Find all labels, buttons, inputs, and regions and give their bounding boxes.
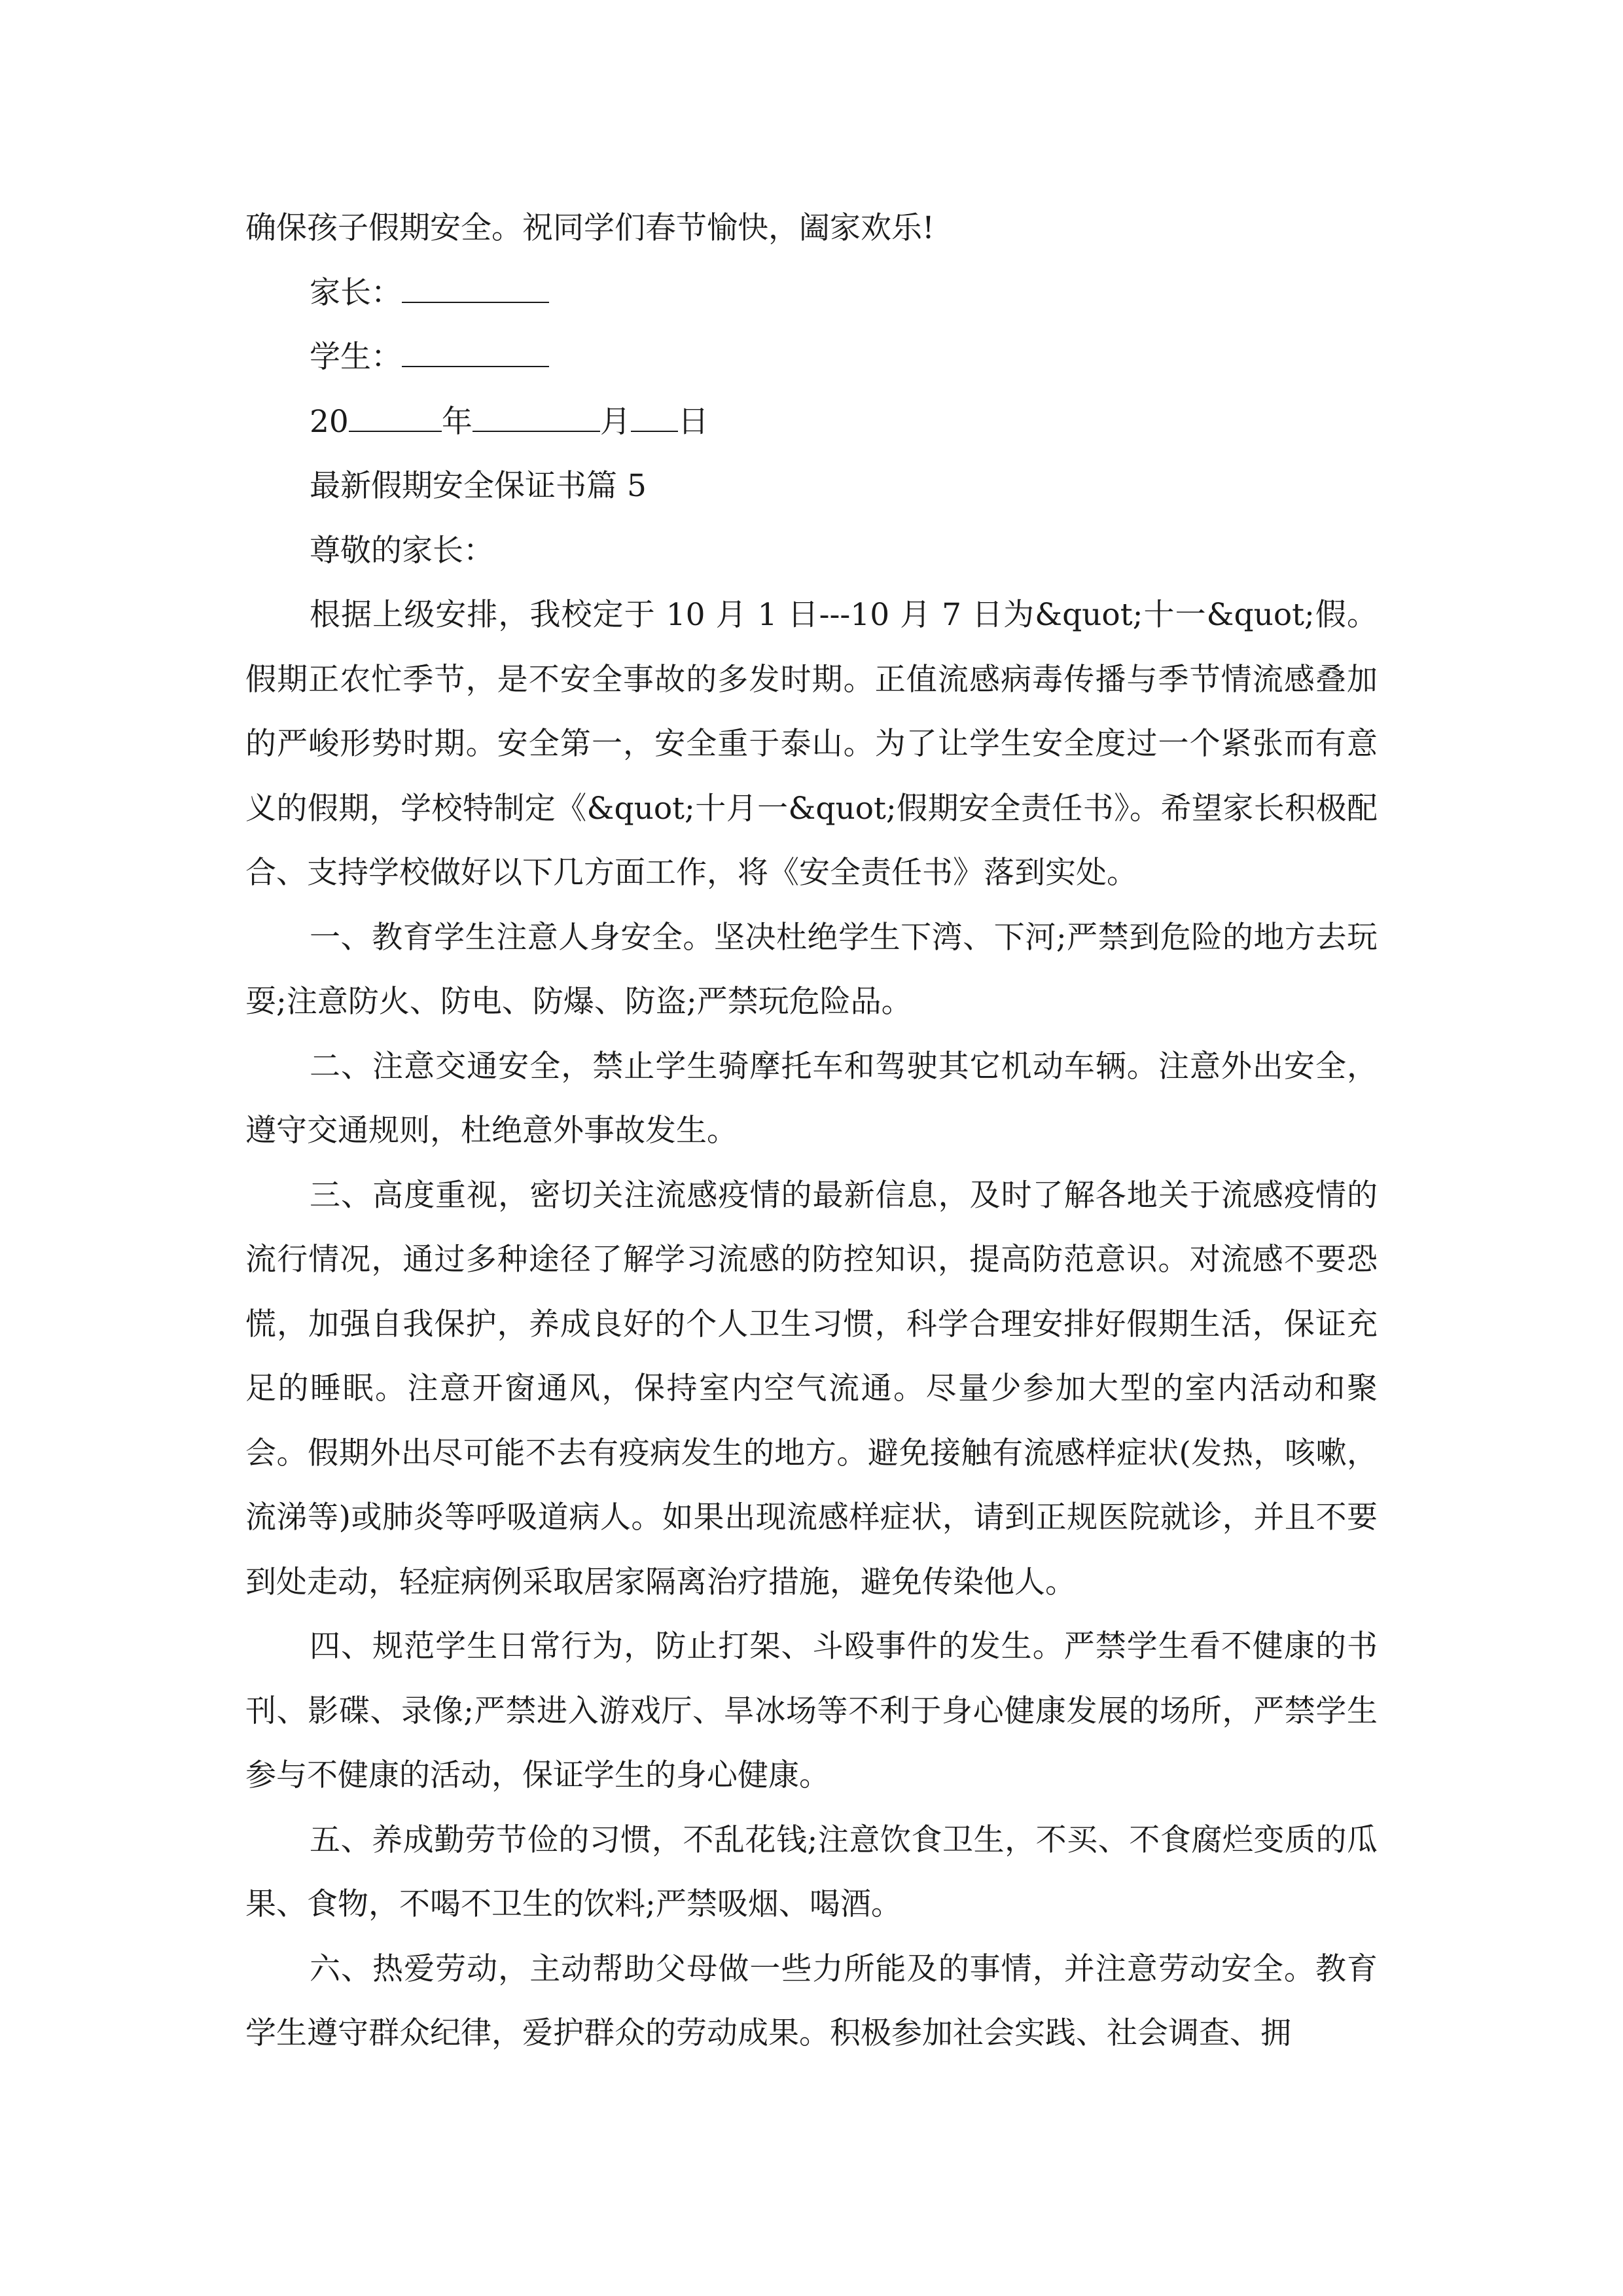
year-label: 年 xyxy=(441,403,473,440)
day-label: 日 xyxy=(677,403,709,440)
body-paragraph: 五、养成勤劳节俭的习惯，不乱花钱;注意饮食卫生，不买、不食腐烂变质的瓜果、食物，不喝不卫生的饮料;严禁吸烟、喝酒。 xyxy=(245,1821,1378,1922)
parent-label: 家长： xyxy=(310,274,402,311)
body-paragraph: 二、注意交通安全，禁止学生骑摩托车和驾驶其它机动车辆。注意外出安全，遵守交通规则，杜绝意外事故发生。 xyxy=(245,1048,1378,1149)
date-line xyxy=(245,390,1378,455)
body-paragraph: 一、教育学生注意人身安全。坚决杜绝学生下湾、下河;严禁到危险的地方去玩耍;注意防火、防电、防爆、防盗;严禁玩危险品。 xyxy=(245,919,1378,1020)
opening-line: 确保孩子假期安全。祝同学们春节愉快，阖家欢乐! xyxy=(245,210,935,246)
month-blank[interactable] xyxy=(473,401,600,432)
year-blank[interactable] xyxy=(349,401,442,432)
body-paragraph: 六、热爱劳动，主动帮助父母做一些力所能及的事情，并注意劳动安全。教育学生遵守群众纪律，爱护群众的劳动成果。积极参加社会实践、社会调查、拥 xyxy=(245,1950,1378,2051)
student-signature-blank[interactable] xyxy=(402,336,549,367)
date-prefix: 20 xyxy=(310,403,349,440)
body-paragraph: 根据上级安排，我校定于 10 月 1 日---10 月 7 日为&quot;十一&quot;假。假期正农忙季节，是不安全事故的多发时期。正值流感病毒传播与季节情流感叠加的严峻形势时期。安全第一，安全重于泰山。为了让学生安全度过一个紧张而有意义的假期，学校特制定《&quot;十月一&quot;假期安全责任书》。希望家长积极配合、支持学校做好以下几方面工作，将《安全责任书》落到实处。 xyxy=(245,597,1378,891)
salutation: 尊敬的家长： xyxy=(310,532,494,569)
student-signature-line xyxy=(245,325,1378,390)
section-title: 最新假期安全保证书篇 5 xyxy=(310,468,647,504)
parent-signature-blank[interactable] xyxy=(402,272,549,303)
student-label: 学生： xyxy=(310,339,402,375)
body-paragraph: 三、高度重视，密切关注流感疫情的最新信息，及时了解各地关于流感疫情的流行情况，通过多种途径了解学习流感的防控知识，提高防范意识。对流感不要恐慌，加强自我保护，养成良好的个人卫生习惯，科学合理安排好假期生活，保证充足的睡眠。注意开窗通风，保持室内空气流通。尽量少参加大型的室内活动和聚会。假期外出尽可能不去有疫病发生的地方。避免接触有流感样症状(发热，咳嗽，流涕等)或肺炎等呼吸道病人。如果出现流感样症状，请到正规医院就诊，并且不要到处走动，轻症病例采取居家隔离治疗措施，避免传染他人。 xyxy=(245,1177,1378,1600)
body-paragraph: 四、规范学生日常行为，防止打架、斗殴事件的发生。严禁学生看不健康的书刊、影碟、录像;严禁进入游戏厅、旱冰场等不利于身心健康发展的场所，严禁学生参与不健康的活动，保证学生的身心健康。 xyxy=(245,1628,1378,1793)
parent-signature-line xyxy=(245,261,1378,326)
document-body xyxy=(245,196,1378,2066)
day-blank[interactable] xyxy=(631,401,678,432)
month-label: 月 xyxy=(599,403,631,440)
